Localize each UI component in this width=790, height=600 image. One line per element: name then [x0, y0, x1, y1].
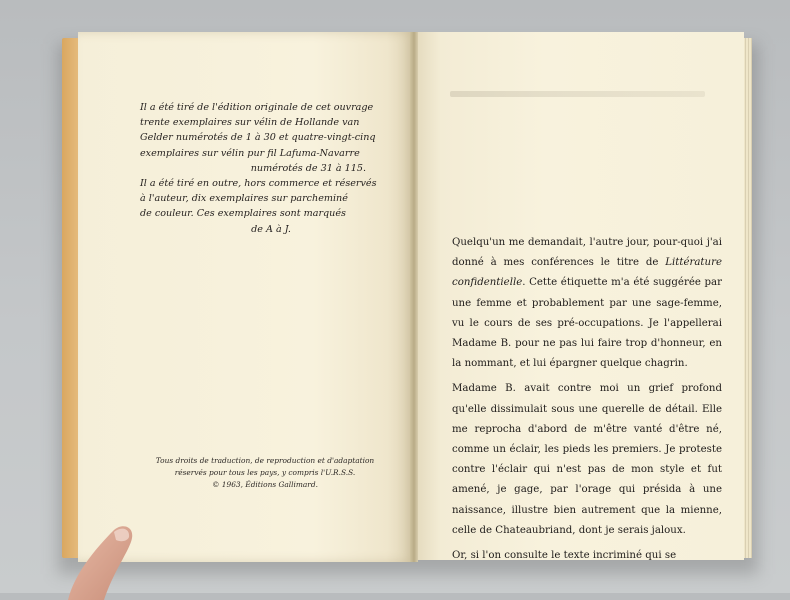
colophon-line: Il a été tiré de l'édition originale de cet ouvrage: [140, 102, 374, 113]
paragraph-3: Or, si l'on consulte le texte incriminé qui se: [452, 550, 677, 562]
colophon-line: de A à J.: [251, 223, 291, 235]
copyright-line: Tous droits de traduction, de reproduction et d'adaptation: [155, 456, 375, 465]
thumb: [64, 520, 140, 600]
colophon-text: [140, 100, 402, 237]
body-text: [452, 233, 722, 566]
paragraph-2: Madame B. avait contre moi un grief profond qu'elle dissimulait sous une querelle de détail. Elle me reprocha d'abord de m'être vanté d'être né, comme un éclair, les pieds les premiers. Je proteste contre l'éclair qui n'est pas de mon style et fut amené, je gage, par l'orage qui présida à une naissance, illustre bien autrement que la mienne, celle de Chateaubriand, dont je serais jaloux.: [452, 383, 722, 536]
colophon-line: Il a été tiré en outre, hors commerce et réservés: [140, 178, 377, 190]
copyright-line: © 1963, Éditions Gallimard.: [212, 480, 318, 489]
book-gutter: [410, 32, 418, 562]
copyright-line: réservés pour tous les pays, y compris l'U.R.S.S.: [174, 468, 356, 477]
show-through-header: [450, 91, 705, 97]
book-title-italic: Littérature confidentielle: [452, 257, 722, 289]
colophon-line: à l'auteur, dix exemplaires sur parcheminé: [140, 193, 348, 205]
colophon-line: de couleur. Ces exemplaires sont marqués: [140, 208, 346, 220]
paragraph-1-end: . Cette étiquette m'a été suggérée par une femme et probablement par une sage-femme, vu le cours de ses pré-occupations. Je l'appellerai Madame B. pour ne pas lui faire trop d'honneur, en la nommant, et lui épargner quelque chagrin.: [452, 277, 722, 370]
paragraph-1: [452, 233, 722, 374]
colophon-line: exemplaires sur vélin pur fil Lafuma-Navarre: [140, 147, 360, 159]
colophon-line: numérotés de 31 à 115.: [250, 162, 366, 174]
colophon-line: Gelder numérotés de 1 à 30 et quatre-vingt-cinq: [140, 132, 376, 144]
copyright-notice: [130, 455, 400, 491]
colophon-line: trente exemplaires sur vélin de Hollande van: [140, 117, 360, 129]
paragraph-1-start: Quelqu'un me demandait, l'autre jour, pour-quoi j'ai donné à mes conférences le titre de: [452, 237, 722, 269]
